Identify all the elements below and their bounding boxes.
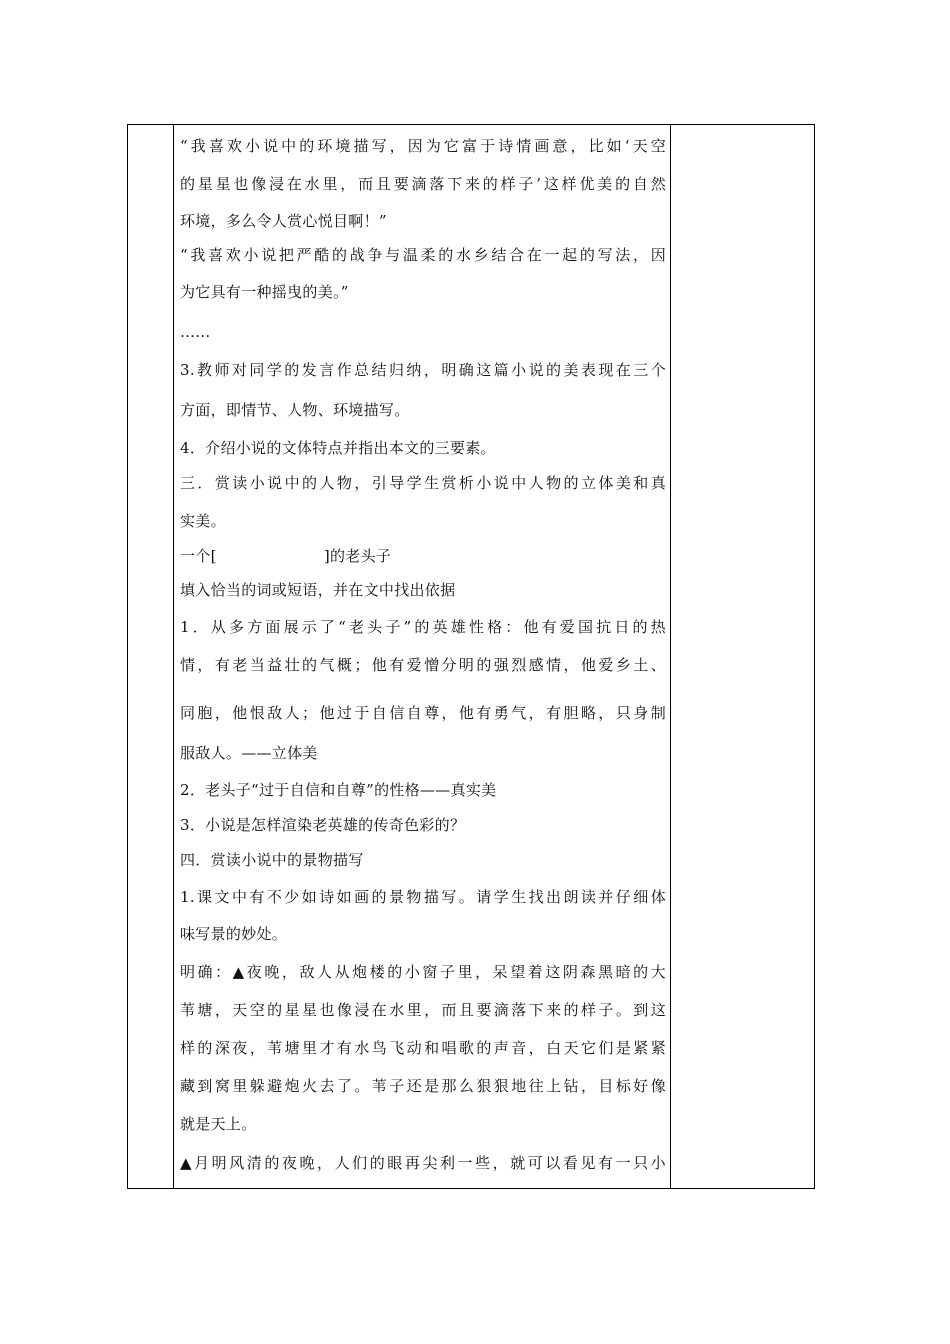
text-line: 2．老头子“过于自信和自尊”的性格——真实美	[180, 781, 497, 799]
text-line: 为它具有一种摇曳的美。”	[180, 283, 349, 301]
text-line: 同胞，他恨敌人；他过于自信自尊，他有勇气，有胆略，只身制	[180, 704, 666, 722]
text-line: 藏到窝里躲避炮火去了。苇子还是那么狠狠地往上钻，目标好像	[180, 1077, 666, 1095]
section-heading: 三．赏读小说中的人物，引导学生赏析小说中人物的立体美和真	[180, 474, 666, 492]
text-line: 服敌人。——立体美	[180, 744, 318, 762]
fill-in-blank-prompt: 一个[ ]的老头子	[180, 547, 392, 565]
table-column-divider-right	[670, 125, 671, 1188]
text-line: “我喜欢小说中的环境描写，因为它富于诗情画意，比如‘天空	[180, 137, 666, 155]
section-heading: 四．赏读小说中的景物描写	[180, 851, 364, 869]
text-line: 填入恰当的词或短语，并在文中找出依据	[180, 581, 456, 599]
text-line: “我喜欢小说把严酷的战争与温柔的水乡结合在一起的写法，因	[180, 246, 666, 264]
text-line: 3．小说是怎样渲染老英雄的传奇色彩的？	[180, 816, 466, 834]
text-line: 3.教师对同学的发言作总结归纳，明确这篇小说的美表现在三个	[180, 361, 666, 379]
text-line: 方面，即情节、人物、环境描写。	[180, 401, 410, 419]
text-line: 苇塘，天空的星星也像浸在水里，而且要滴落下来的样子。到这	[180, 1001, 666, 1019]
text-line: 情，有老当益壮的气概；他有爱憎分明的强烈感情，他爱乡土、	[180, 656, 666, 674]
text-line: 环境，多么令人赏心悦目啊！”	[180, 212, 387, 230]
text-line: 实美。	[180, 512, 226, 530]
text-line: 样的深夜，苇塘里才有水鸟飞动和唱歌的声音，白天它们是紧紧	[180, 1039, 666, 1057]
ellipsis-line: ……	[180, 323, 211, 341]
text-line: 明确：▲夜晚，敌人从炮楼的小窗子里，呆望着这阴森黑暗的大	[180, 963, 666, 981]
text-line: 味写景的妙处。	[180, 925, 288, 943]
text-line: 的星星也像浸在水里，而且要滴落下来的样子’这样优美的自然	[180, 175, 666, 193]
text-line: 1．从多方面展示了“老头子”的英雄性格：他有爱国抗日的热	[180, 618, 666, 636]
text-line: 4．介绍小说的文体特点并指出本文的三要素。	[180, 439, 496, 457]
text-line: ▲月明风清的夜晚，人们的眼再尖利一些，就可以看见有一只小	[180, 1154, 666, 1172]
text-line: 1.课文中有不少如诗如画的景物描写。请学生找出朗读并仔细体	[180, 888, 666, 906]
text-line: 就是天上。	[180, 1115, 257, 1133]
table-column-divider-left	[173, 125, 174, 1188]
